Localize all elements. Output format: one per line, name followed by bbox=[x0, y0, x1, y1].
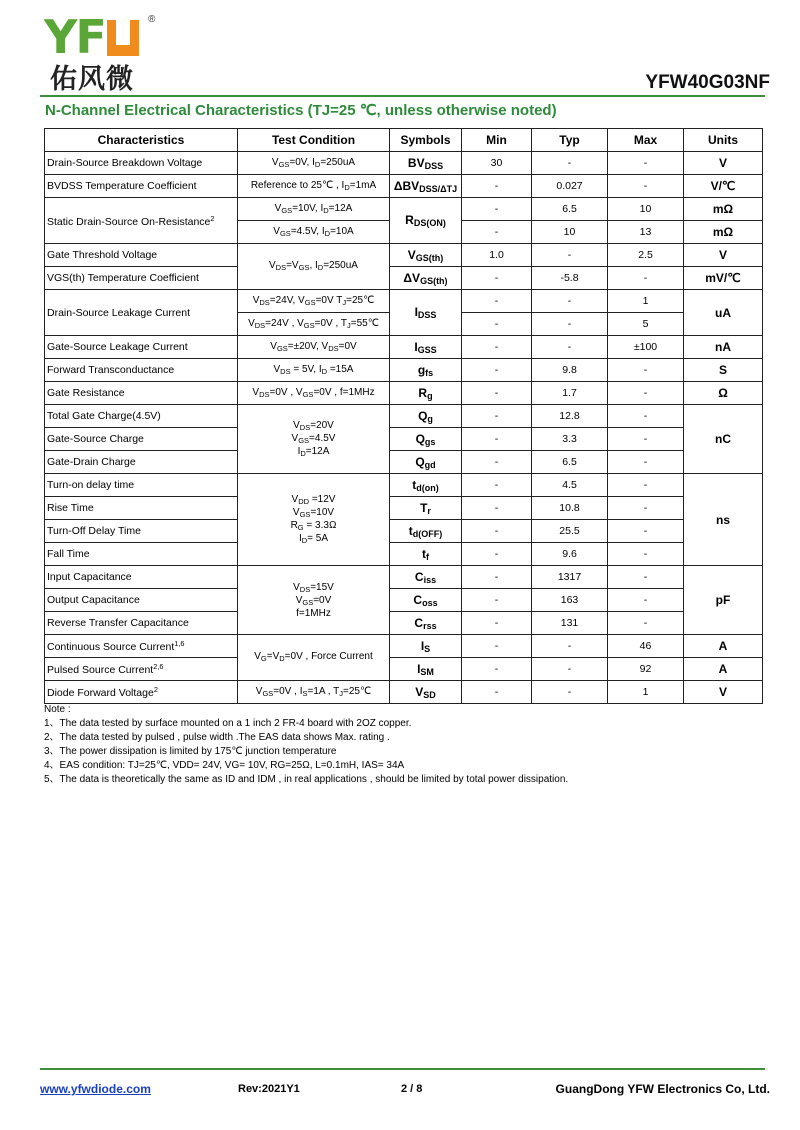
cell-characteristic: Rise Time bbox=[45, 497, 238, 520]
cell-typ: 163 bbox=[532, 589, 608, 612]
cell-symbol: $C_{iss}$ bbox=[390, 566, 462, 589]
cell-max: - bbox=[608, 520, 684, 543]
table-row bbox=[45, 543, 763, 566]
cell-symbol: $t_{d(OFF)}$ bbox=[390, 520, 462, 543]
cell-min: 30 bbox=[462, 152, 532, 175]
cell-max: - bbox=[608, 175, 684, 198]
cell-typ: -5.8 bbox=[532, 267, 608, 290]
table-row bbox=[45, 635, 763, 658]
cell-characteristic: Continuous Source Current$^{1,6}$ bbox=[45, 635, 238, 658]
cell-characteristic: Reverse Transfer Capacitance bbox=[45, 612, 238, 635]
header-symbols: Symbols bbox=[390, 129, 462, 152]
cell-max: 1 bbox=[608, 681, 684, 704]
table-row bbox=[45, 589, 763, 612]
cell-condition: $V_{GS}=10V$, $I_D=12A$ bbox=[238, 198, 390, 221]
cell-unit: mV/℃ bbox=[684, 267, 763, 290]
header-characteristics: Characteristics bbox=[45, 129, 238, 152]
cell-min: - bbox=[462, 175, 532, 198]
cell-unit: V/℃ bbox=[684, 175, 763, 198]
cell-min: - bbox=[462, 474, 532, 497]
table-row bbox=[45, 520, 763, 543]
table-row bbox=[45, 681, 763, 704]
cell-condition: $V_{DS}=24V$, $V_{GS}=0V$ $T_J=25℃$ bbox=[238, 290, 390, 313]
cell-unit: mΩ bbox=[684, 221, 763, 244]
cell-typ: 6.5 bbox=[532, 198, 608, 221]
cell-min: - bbox=[462, 612, 532, 635]
cell-typ: 10.8 bbox=[532, 497, 608, 520]
cell-condition: $V_{GS}=\pm 20V$, $V_{DS}=0V$ bbox=[238, 336, 390, 359]
cell-max: - bbox=[608, 612, 684, 635]
cell-max: 13 bbox=[608, 221, 684, 244]
cell-min: - bbox=[462, 267, 532, 290]
cell-unit: nC bbox=[684, 405, 763, 474]
cell-condition: $V_{DS}=20V$ $V_{GS}=4.5V$ $I_D=12A$ bbox=[238, 405, 390, 474]
cell-condition: $V_{DD} =12V$ $V_{GS}=10V$ $R_G = 3.3\Omega$ $I_D= 5A$ bbox=[238, 474, 390, 566]
notes-heading: Note : bbox=[44, 704, 71, 715]
cell-typ: 0.027 bbox=[532, 175, 608, 198]
cell-characteristic: Drain-Source Breakdown Voltage bbox=[45, 152, 238, 175]
cell-condition: $V_{DS}=0V$ , $V_{GS}=0V$ , f=1MHz bbox=[238, 382, 390, 405]
cell-symbol: $I_S$ bbox=[390, 635, 462, 658]
cell-typ: - bbox=[532, 244, 608, 267]
table-row bbox=[45, 267, 763, 290]
cell-characteristic: BVDSS Temperature Coefficient bbox=[45, 175, 238, 198]
cell-min: - bbox=[462, 520, 532, 543]
cell-min: - bbox=[462, 405, 532, 428]
cell-min: - bbox=[462, 497, 532, 520]
cell-min: - bbox=[462, 635, 532, 658]
cell-unit: V bbox=[684, 244, 763, 267]
cell-unit: V bbox=[684, 152, 763, 175]
table-row bbox=[45, 428, 763, 451]
cell-characteristic: Diode Forward Voltage$^2$ bbox=[45, 681, 238, 704]
cell-max: ±100 bbox=[608, 336, 684, 359]
cell-min: - bbox=[462, 428, 532, 451]
logo-chinese-name: 佑风微 bbox=[50, 64, 134, 95]
cell-max: - bbox=[608, 497, 684, 520]
cell-max: - bbox=[608, 474, 684, 497]
cell-max: 10 bbox=[608, 198, 684, 221]
cell-symbol: $\Delta BV_{DSS/\Delta TJ}$ bbox=[390, 175, 462, 198]
cell-min: - bbox=[462, 290, 532, 313]
cell-typ: 4.5 bbox=[532, 474, 608, 497]
cell-characteristic: Input Capacitance bbox=[45, 566, 238, 589]
cell-typ: 10 bbox=[532, 221, 608, 244]
table-row bbox=[45, 451, 763, 474]
cell-min: - bbox=[462, 336, 532, 359]
cell-max: - bbox=[608, 359, 684, 382]
table-row bbox=[45, 405, 763, 428]
cell-min: - bbox=[462, 221, 532, 244]
cell-symbol: $g_{fs}$ bbox=[390, 359, 462, 382]
cell-symbol: $\Delta V_{GS(th)}$ bbox=[390, 267, 462, 290]
cell-characteristic: Pulsed Source Current$^{2,6}$ bbox=[45, 658, 238, 681]
cell-typ: - bbox=[532, 336, 608, 359]
cell-typ: - bbox=[532, 635, 608, 658]
cell-symbol: $Q_{gs}$ bbox=[390, 428, 462, 451]
section-title: N-Channel Electrical Characteristics (TJ=25 ℃, unless otherwise noted) bbox=[45, 102, 557, 119]
cell-typ: - bbox=[532, 681, 608, 704]
cell-unit: V bbox=[684, 681, 763, 704]
cell-symbol: $t_f$ bbox=[390, 543, 462, 566]
cell-symbol: $Q_{gd}$ bbox=[390, 451, 462, 474]
note-item: 1、The data tested by surface mounted on a 1 inch 2 FR-4 board with 2OZ copper. bbox=[44, 718, 412, 729]
cell-typ: - bbox=[532, 152, 608, 175]
part-number: YFW40G03NF bbox=[645, 72, 770, 93]
cell-condition: $V_{DS} = 5V$, $I_D =15A$ bbox=[238, 359, 390, 382]
cell-characteristic: Forward Transconductance bbox=[45, 359, 238, 382]
cell-characteristic: Turn-on delay time bbox=[45, 474, 238, 497]
cell-max: - bbox=[608, 589, 684, 612]
company-logo bbox=[44, 10, 164, 95]
note-item: 4、EAS condition: TJ=25℃, VDD= 24V, VG= 10V, RG=25Ω, L=0.1mH, IAS= 34A bbox=[44, 760, 405, 771]
cell-typ: 25.5 bbox=[532, 520, 608, 543]
company-name: GuangDong YFW Electronics Co, Ltd. bbox=[555, 1082, 770, 1096]
cell-max: - bbox=[608, 451, 684, 474]
cell-max: - bbox=[608, 428, 684, 451]
cell-symbol: $I_{GSS}$ bbox=[390, 336, 462, 359]
cell-symbol: $C_{rss}$ bbox=[390, 612, 462, 635]
table-row bbox=[45, 566, 763, 589]
cell-symbol: $C_{oss}$ bbox=[390, 589, 462, 612]
logo-letter-y: Y bbox=[44, 10, 76, 64]
cell-characteristic: Total Gate Charge(4.5V) bbox=[45, 405, 238, 428]
note-item: 3、The power dissipation is limited by 175℃ junction temperature bbox=[44, 746, 337, 757]
cell-min: - bbox=[462, 543, 532, 566]
table-row bbox=[45, 244, 763, 267]
note-item: 2、The data tested by pulsed , pulse width .The EAS data shows Max. rating . bbox=[44, 732, 390, 743]
cell-max: - bbox=[608, 543, 684, 566]
cell-min: - bbox=[462, 681, 532, 704]
cell-symbol: $t_{d(on)}$ bbox=[390, 474, 462, 497]
cell-characteristic: Turn-Off Delay Time bbox=[45, 520, 238, 543]
cell-typ: 12.8 bbox=[532, 405, 608, 428]
cell-symbol: $T_r$ bbox=[390, 497, 462, 520]
cell-typ: - bbox=[532, 658, 608, 681]
cell-max: 2.5 bbox=[608, 244, 684, 267]
table-row bbox=[45, 290, 763, 313]
revision-label: Rev:2021Y1 bbox=[238, 1083, 300, 1095]
logo-letter-w-mark bbox=[107, 20, 139, 56]
cell-characteristic: Gate-Source Charge bbox=[45, 428, 238, 451]
cell-max: - bbox=[608, 382, 684, 405]
cell-condition: $V_{GS}=0V$, $I_D=250uA$ bbox=[238, 152, 390, 175]
cell-min: - bbox=[462, 566, 532, 589]
cell-typ: 6.5 bbox=[532, 451, 608, 474]
header-min: Min bbox=[462, 129, 532, 152]
header-max: Max bbox=[608, 129, 684, 152]
cell-unit: nA bbox=[684, 336, 763, 359]
table-row bbox=[45, 474, 763, 497]
header-units: Units bbox=[684, 129, 763, 152]
cell-characteristic: Output Capacitance bbox=[45, 589, 238, 612]
header-test-condition: Test Condition bbox=[238, 129, 390, 152]
cell-condition: $V_{DS}=V_{GS}$, $I_D=250uA$ bbox=[238, 244, 390, 290]
cell-max: 1 bbox=[608, 290, 684, 313]
cell-symbol: $Q_g$ bbox=[390, 405, 462, 428]
cell-typ: 1317 bbox=[532, 566, 608, 589]
cell-min: 1.0 bbox=[462, 244, 532, 267]
cell-condition: $V_{GS}=4.5V$, $I_D=10A$ bbox=[238, 221, 390, 244]
cell-typ: 9.8 bbox=[532, 359, 608, 382]
cell-typ: 1.7 bbox=[532, 382, 608, 405]
table-header-row bbox=[45, 129, 763, 152]
cell-unit: Ω bbox=[684, 382, 763, 405]
cell-max: 5 bbox=[608, 313, 684, 336]
cell-characteristic: Gate Threshold Voltage bbox=[45, 244, 238, 267]
table-row bbox=[45, 658, 763, 681]
cell-typ: - bbox=[532, 290, 608, 313]
cell-symbol: $BV_{DSS}$ bbox=[390, 152, 462, 175]
cell-symbol: $V_{SD}$ bbox=[390, 681, 462, 704]
cell-condition: $V_{GS}=0V$ , $I_S=1A$ , $T_J=25℃$ bbox=[238, 681, 390, 704]
website-link[interactable]: www.yfwdiode.com bbox=[40, 1082, 151, 1096]
table-row bbox=[45, 198, 763, 221]
cell-typ: 131 bbox=[532, 612, 608, 635]
cell-typ: 3.3 bbox=[532, 428, 608, 451]
cell-unit: A bbox=[684, 635, 763, 658]
electrical-characteristics-table bbox=[44, 128, 763, 704]
table-row bbox=[45, 152, 763, 175]
cell-characteristic: Gate-Source Leakage Current bbox=[45, 336, 238, 359]
cell-min: - bbox=[462, 198, 532, 221]
table-row bbox=[45, 382, 763, 405]
note-item: 5、The data is theoretically the same as ID and IDM , in real applications , should be limited by total power dissipation. bbox=[44, 774, 569, 785]
cell-condition: $V_{DS}=24V$ , $V_{GS}=0V$ , $T_J=55℃$ bbox=[238, 313, 390, 336]
header-divider bbox=[40, 95, 765, 97]
cell-condition: $V_G=V_D=0V$ , Force Current bbox=[238, 635, 390, 681]
cell-min: - bbox=[462, 658, 532, 681]
cell-max: - bbox=[608, 267, 684, 290]
cell-min: - bbox=[462, 313, 532, 336]
cell-unit: S bbox=[684, 359, 763, 382]
cell-typ: 9.6 bbox=[532, 543, 608, 566]
cell-max: - bbox=[608, 405, 684, 428]
cell-unit: A bbox=[684, 658, 763, 681]
cell-unit: uA bbox=[684, 290, 763, 336]
cell-min: - bbox=[462, 589, 532, 612]
logo-letters bbox=[44, 10, 139, 64]
cell-characteristic: Gate Resistance bbox=[45, 382, 238, 405]
cell-max: - bbox=[608, 566, 684, 589]
cell-symbol: $V_{GS(th)}$ bbox=[390, 244, 462, 267]
cell-max: - bbox=[608, 152, 684, 175]
cell-symbol: $R_g$ bbox=[390, 382, 462, 405]
cell-symbol: $I_{SM}$ bbox=[390, 658, 462, 681]
cell-characteristic: Gate-Drain Charge bbox=[45, 451, 238, 474]
table-row bbox=[45, 336, 763, 359]
page-number: 2 / 8 bbox=[401, 1083, 423, 1095]
cell-characteristic: VGS(th) Temperature Coefficient bbox=[45, 267, 238, 290]
cell-symbol: $I_{DSS}$ bbox=[390, 290, 462, 336]
table-row bbox=[45, 359, 763, 382]
cell-min: - bbox=[462, 382, 532, 405]
registered-mark: ® bbox=[148, 14, 156, 25]
cell-condition: $V_{DS}=15V$ $V_{GS}=0V$ f=1MHz bbox=[238, 566, 390, 635]
cell-characteristic: Fall Time bbox=[45, 543, 238, 566]
cell-typ: - bbox=[532, 313, 608, 336]
notes-section bbox=[44, 703, 568, 787]
table-row bbox=[45, 612, 763, 635]
cell-unit: mΩ bbox=[684, 198, 763, 221]
cell-unit: pF bbox=[684, 566, 763, 635]
cell-symbol: $R_{DS(ON)}$ bbox=[390, 198, 462, 244]
cell-characteristic: Static Drain-Source On-Resistance$^2$ bbox=[45, 198, 238, 244]
cell-condition: Reference to 25℃ , $I_D=1mA$ bbox=[238, 175, 390, 198]
table-row bbox=[45, 175, 763, 198]
header-typ: Typ bbox=[532, 129, 608, 152]
cell-max: 92 bbox=[608, 658, 684, 681]
footer-divider bbox=[40, 1068, 765, 1070]
cell-unit: ns bbox=[684, 474, 763, 566]
cell-characteristic: Drain-Source Leakage Current bbox=[45, 290, 238, 336]
logo-letter-f: F bbox=[75, 10, 105, 64]
cell-min: - bbox=[462, 451, 532, 474]
cell-max: 46 bbox=[608, 635, 684, 658]
table-row bbox=[45, 497, 763, 520]
cell-min: - bbox=[462, 359, 532, 382]
